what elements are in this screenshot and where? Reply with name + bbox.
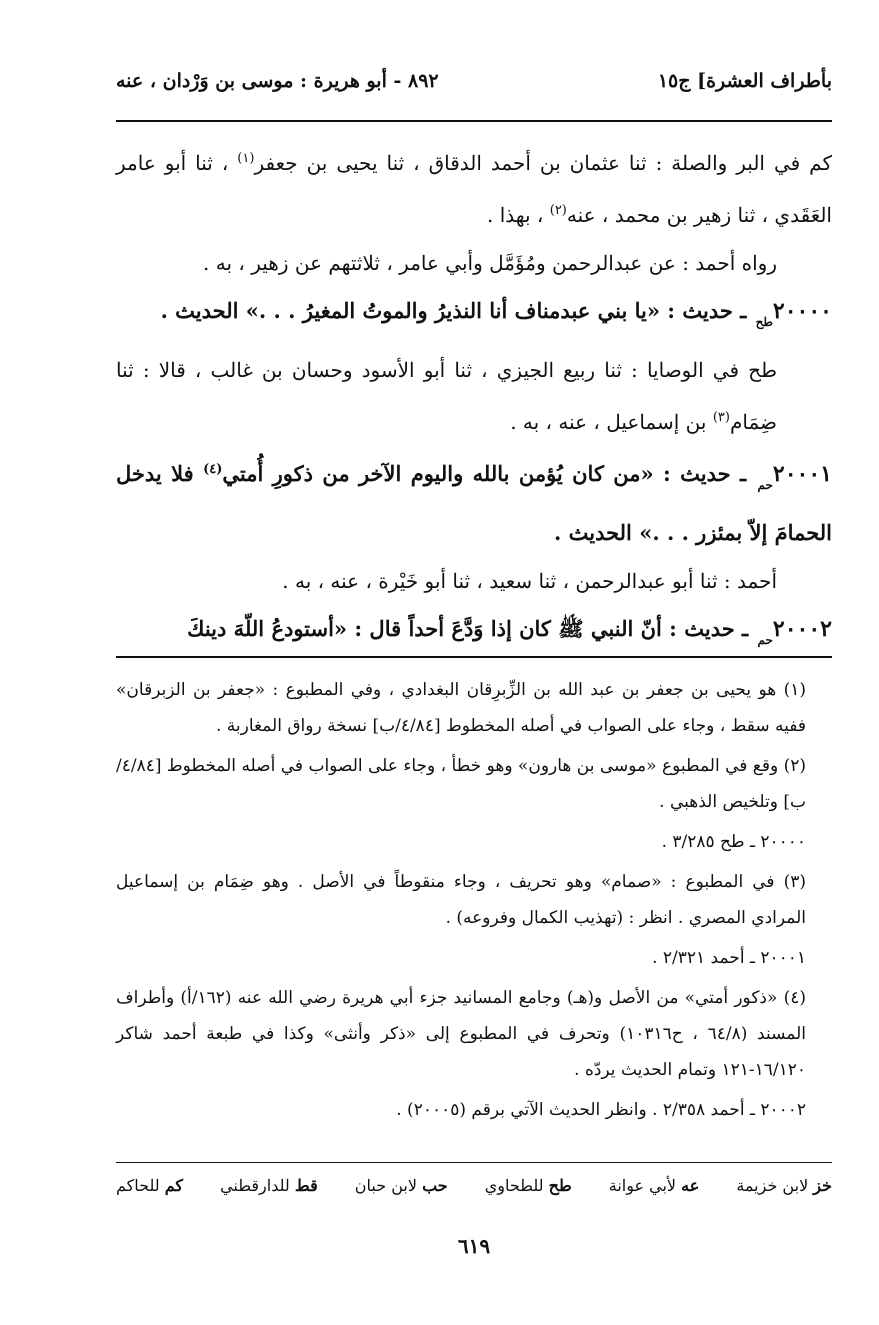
paragraph-tahawi: طح في الوصايا : ثنا ربيع الجيزي ، ثنا أبو الأسود وحسان بن غالب ، قالا : ثنا ضِمَام$^{(٣)}$ بن إسماعيل ، عنه ، به . bbox=[116, 358, 777, 434]
hadith-20002: $٢٠٠٠٢_{حم}$ ـ حديث : أنّ النبي ﷺ كان إذا وَدَّعَ أحداً قال : «أستودعُ اللّهَ دينكَ bbox=[187, 616, 832, 647]
hadith-20000: $٢٠٠٠٠_{طح}$ ـ حديث : «يا بني عبدمناف أنا النذيرُ والموتُ المغيرُ . . .» الحديث . bbox=[160, 298, 832, 329]
abbrev-item: طح للطحاوي bbox=[484, 1176, 572, 1195]
abbrev-item: خز لابن خزيمة bbox=[736, 1176, 832, 1195]
header-book-title: بأطراف العشرة] ج١٥ bbox=[657, 70, 832, 92]
takhrij-20002: ٢٠٠٠٢ ـ أحمد ٢/٣٥٨ . وانظر الحديث الآتي برقم (٢٠٠٠٥) . bbox=[396, 1100, 806, 1120]
running-header bbox=[116, 66, 832, 102]
footnote-ref-1[interactable]: (١) bbox=[237, 151, 255, 166]
footnotes bbox=[116, 672, 832, 1132]
abbrev-item: قط للدارقطني bbox=[220, 1176, 318, 1195]
hadith-symbol: طح bbox=[755, 315, 773, 329]
footnote-rule bbox=[116, 656, 832, 658]
footnote-ref-3[interactable]: (٣) bbox=[712, 410, 730, 425]
footnote-ref-2[interactable]: (٢) bbox=[549, 203, 567, 218]
abbrev-item: حب لابن حبان bbox=[354, 1176, 448, 1195]
page-number: ٦١٩ bbox=[457, 1234, 491, 1258]
hadith-20001: $٢٠٠٠١_{حم}$ ـ حديث : «من كان يُؤمن بالله واليوم الآخر من ذكورِ أُمتي$^{(٤)}$ فلا يدخل الحمامَ إلاّ بمئزر . . .» الحديث . bbox=[116, 461, 832, 545]
takhrij-20000: ٢٠٠٠٠ ـ طح ٣/٢٨٥ . bbox=[661, 832, 806, 852]
paragraph-source: كم في البر والصلة : ثنا عثمان بن أحمد الدقاق ، ثنا يحيى بن جعفر$^{(١)}$ ، ثنا أبو عامر العَقَدي ، ثنا زهير بن محمد ، عنه$^{(٢)}$ ، بهذا . bbox=[116, 151, 832, 227]
abbrev-item: كم للحاكم bbox=[116, 1176, 184, 1195]
footnote-ref-4[interactable]: (٤) bbox=[203, 462, 223, 477]
hadith-symbol: حم bbox=[757, 633, 773, 647]
footnote-3: (٣) في المطبوع : «صمام» وهو تحريف ، وجاء منقوطاً في الأصل . وهو ضِمَام بن إسماعيل المرادي المصري . انظر : (تهذيب الكمال وفروعه) . bbox=[116, 872, 806, 928]
hadith-number: ٢٠٠٠٠ bbox=[772, 298, 832, 324]
paragraph-ahmad-2: أحمد : ثنا أبو عبدالرحمن ، ثنا سعيد ، ثنا أبو خَيْرة ، عنه ، به . bbox=[282, 569, 777, 593]
abbrev-item: عه لأبي عوانة bbox=[608, 1176, 700, 1195]
footnote-2: (٢) وقع في المطبوع «موسى بن هارون» وهو خطأ ، وجاء على الصواب في أصله المخطوط [٤/٨٤/ب] وتلخيص الذهبي . bbox=[115, 756, 806, 812]
takhrij-20001: ٢٠٠٠١ ـ أحمد ٢/٣٢١ . bbox=[652, 948, 806, 968]
hadith-number: ٢٠٠٠٢ bbox=[772, 616, 832, 642]
footnote-1: (١) هو يحيى بن جعفر بن عبد الله بن الزِّبرِقان البغدادي ، وفي المطبوع : «جعفر بن الزبرقان» ففيه سقط ، وجاء على الصواب في أصله المخطوط [٤/٨٤/ب] نسخة رواق المغاربة . bbox=[116, 680, 806, 736]
hadith-number: ٢٠٠٠١ bbox=[772, 461, 832, 487]
header-chapter-title: ٨٩٢ - أبو هريرة : موسى بن وَرْدان ، عنه bbox=[116, 70, 439, 92]
hadith-symbol: حم bbox=[757, 478, 773, 492]
header-rule bbox=[116, 120, 832, 122]
footnote-4: (٤) «ذكور أمتي» من الأصل و(هـ) وجامع المسانيد جزء أبي هريرة رضي الله عنه (١٦٢/أ) وأطراف المسند (٦٤/٨ ، ح١٠٣١٦) وتحرف في المطبوع إلى «ذكر وأنثى» وكذا في طبعة أحمد شاكر ١٦/١٢٠-١٢١ وتمام الحديث يردّه . bbox=[116, 988, 806, 1080]
main-text bbox=[116, 135, 832, 664]
paragraph-ahmad: رواه أحمد : عن عبدالرحمن ومُؤَمَّل وأبي عامر ، ثلاثتهم عن زهير ، به . bbox=[203, 251, 777, 275]
abbreviations-rule bbox=[116, 1162, 832, 1163]
abbreviations-key bbox=[116, 1176, 832, 1195]
